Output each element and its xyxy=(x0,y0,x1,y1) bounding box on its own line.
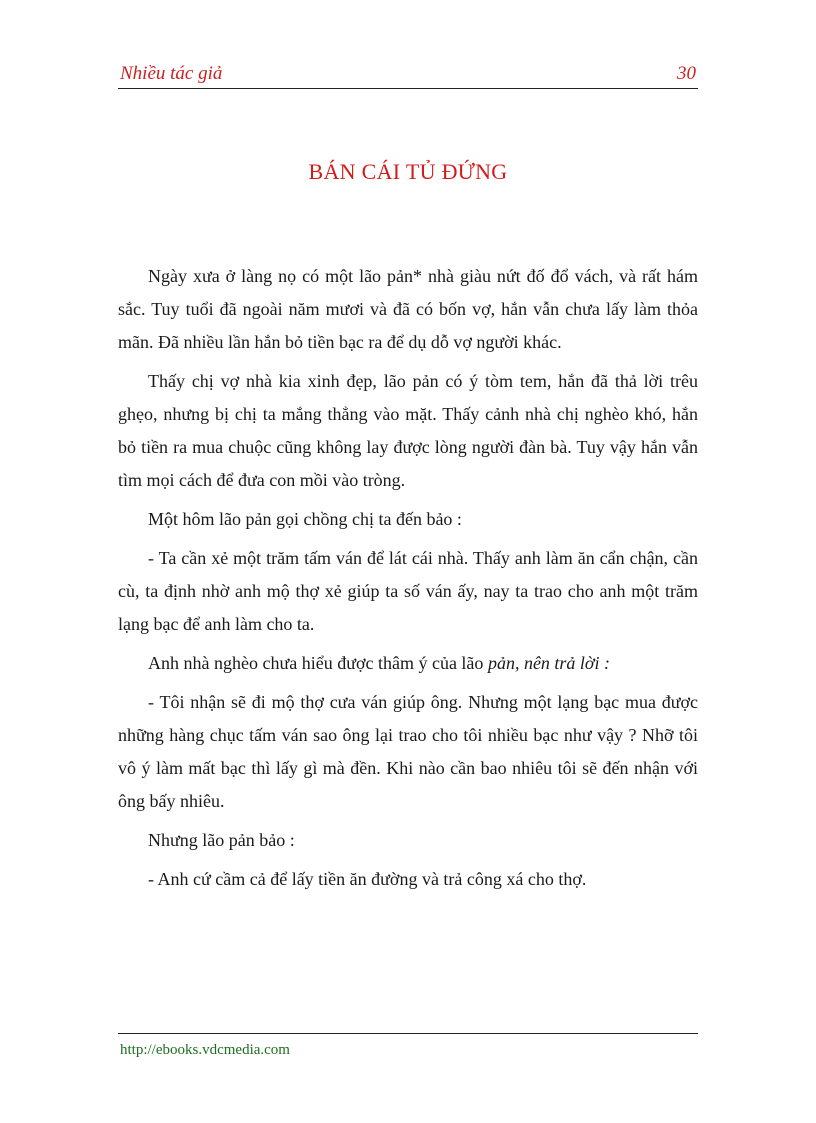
paragraph: Một hôm lão pản gọi chồng chị ta đến bảo : xyxy=(148,509,462,529)
paragraph: - Anh cứ cầm cả để lấy tiền ăn đường và trả công xá cho thợ. xyxy=(148,869,587,889)
paragraph: Ngày xưa ở làng nọ có một lão pản* nhà giàu nứt đố đổ vách, và rất hám sắc. Tuy tuổi đã ngoài năm mươi và đã có bốn vợ, hắn vẫn chưa lấy làm thỏa mãn. Đã nhiều lần hắn bỏ tiền bạc ra để dụ dỗ vợ người khác. xyxy=(118,266,698,352)
italic-fragment: pản, nên trả lời : xyxy=(487,653,611,673)
paragraph: - Tôi nhận sẽ đi mộ thợ cưa ván giúp ông. Nhưng một lạng bạc mua được những hàng chục tấm ván sao ông lại trao cho tôi nhiều bạc như vậy ? Nhỡ tôi vô ý làm mất bạc thì lấy gì mà đền. Khi nào cần bao nhiêu tôi sẽ đến nhận với ông bấy nhiêu. xyxy=(118,692,698,811)
header-author: Nhiều tác giả xyxy=(120,63,223,84)
paragraph: Anh nhà nghèo chưa hiểu được thâm ý của lão pản, nên trả lời : xyxy=(148,653,611,673)
paragraph: - Ta cần xẻ một trăm tấm ván để lát cái nhà. Thấy anh làm ăn cẩn chận, cần cù, ta định nhờ anh mộ thợ xẻ giúp ta số ván ấy, nay ta trao cho anh một trăm lạng bạc để anh làm cho ta. xyxy=(118,548,698,634)
paragraph: Thấy chị vợ nhà kia xinh đẹp, lão pản có ý tòm tem, hắn đã thả lời trêu ghẹo, nhưng bị chị ta mắng thẳng vào mặt. Thấy cảnh nhà chị nghèo khó, hắn bỏ tiền ra mua chuộc cũng không lay được lòng người đàn bà. Tuy vậy hắn vẫn tìm mọi cách để đưa con mồi vào tròng. xyxy=(118,371,698,490)
footer-divider xyxy=(118,1033,698,1034)
header-page-number: 30 xyxy=(677,63,696,84)
story-body xyxy=(118,260,698,902)
page-header xyxy=(118,60,698,89)
story-title: BÁN CÁI TỦ ĐỨNG xyxy=(308,159,508,184)
footer-link[interactable]: http://ebooks.vdcmedia.com xyxy=(120,1042,290,1058)
paragraph: Nhưng lão pản bảo : xyxy=(148,830,295,850)
